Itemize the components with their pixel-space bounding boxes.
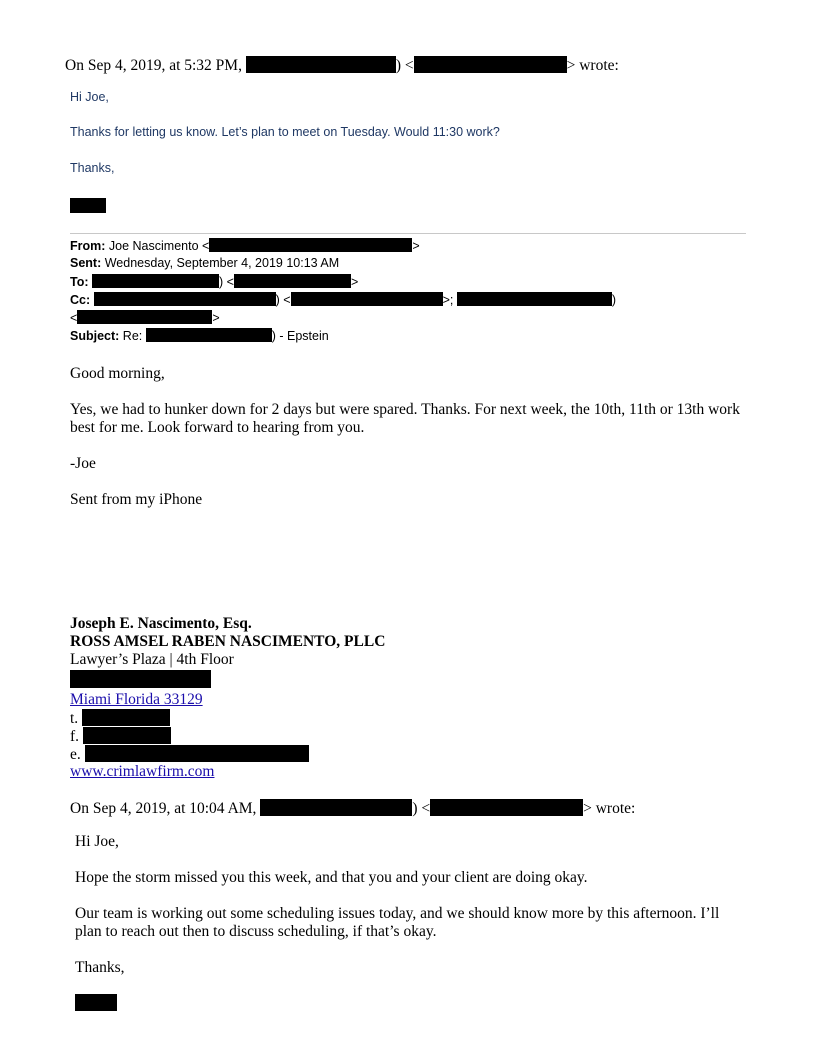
redacted-block — [92, 274, 219, 288]
redacted-block — [146, 328, 272, 342]
redacted-block — [457, 292, 612, 306]
signature-address: Lawyer’s Plaza | 4th Floor — [70, 651, 234, 668]
redacted-block — [85, 745, 309, 762]
redacted-block — [83, 727, 171, 744]
email2-greeting: Good morning, — [70, 365, 165, 382]
redacted-block — [94, 292, 276, 306]
subject-line: Subject: Re: ) - Epstein — [70, 329, 329, 343]
signature-fax: f. — [70, 727, 171, 746]
signature-name: Joseph E. Nascimento, Esq. — [70, 615, 252, 632]
from-line: From: Joe Nascimento < > — [70, 239, 420, 253]
signature-firm: ROSS AMSEL RABEN NASCIMENTO, PLLC — [70, 633, 386, 650]
city-link[interactable]: Miami Florida 33129 — [70, 691, 203, 708]
email3-para2: Our team is working out some scheduling issues today, and we should know more by this afternoon. I’ll plan to reach out then to discuss scheduling, if that’s okay. — [75, 905, 720, 940]
email3-greeting: Hi Joe, — [75, 833, 119, 850]
email1-body: Thanks for letting us know. Let’s plan to meet on Tuesday. Would 11:30 work? — [70, 125, 500, 139]
to-line: To: ) < > — [70, 275, 359, 289]
email2-body: Yes, we had to hunker down for 2 days but were spared. Thanks. For next week, the 10th, 11th or 13th work best for me. Look forward to hearing from you. — [70, 401, 740, 436]
redacted-block — [291, 292, 443, 306]
signature-tel: t. — [70, 709, 170, 728]
redacted-block — [234, 274, 351, 288]
email3-header: On Sep 4, 2019, at 10:04 AM, ) < > wrote: — [70, 800, 636, 817]
email1-header: On Sep 4, 2019, at 5:32 PM, ) < > wrote: — [65, 57, 619, 74]
email1-greeting: Hi Joe, — [70, 90, 109, 104]
redacted-signature — [70, 198, 106, 213]
redacted-block — [430, 799, 583, 816]
redacted-block — [260, 799, 412, 816]
redacted-signature — [75, 994, 117, 1011]
redacted-block — [82, 709, 170, 726]
redacted-block — [209, 238, 412, 252]
redacted-block — [246, 56, 396, 73]
email3-para1: Hope the storm missed you this week, and that you and your client are doing okay. — [75, 869, 588, 886]
cc-line: Cc: ) < >; ) — [70, 293, 617, 307]
redacted-block — [77, 310, 212, 324]
email1-closing: Thanks, — [70, 161, 115, 175]
email2-signoff: -Joe — [70, 455, 96, 472]
website-link[interactable]: www.crimlawfirm.com — [70, 763, 215, 780]
email3-closing: Thanks, — [75, 959, 125, 976]
redacted-street — [70, 670, 211, 688]
header-divider — [70, 233, 746, 234]
signature-email: e. — [70, 745, 309, 764]
email2-device: Sent from my iPhone — [70, 491, 203, 508]
sent-line: Sent: Wednesday, September 4, 2019 10:13 AM — [70, 256, 340, 270]
cc-line-2: < > — [70, 311, 220, 325]
redacted-block — [414, 56, 567, 73]
